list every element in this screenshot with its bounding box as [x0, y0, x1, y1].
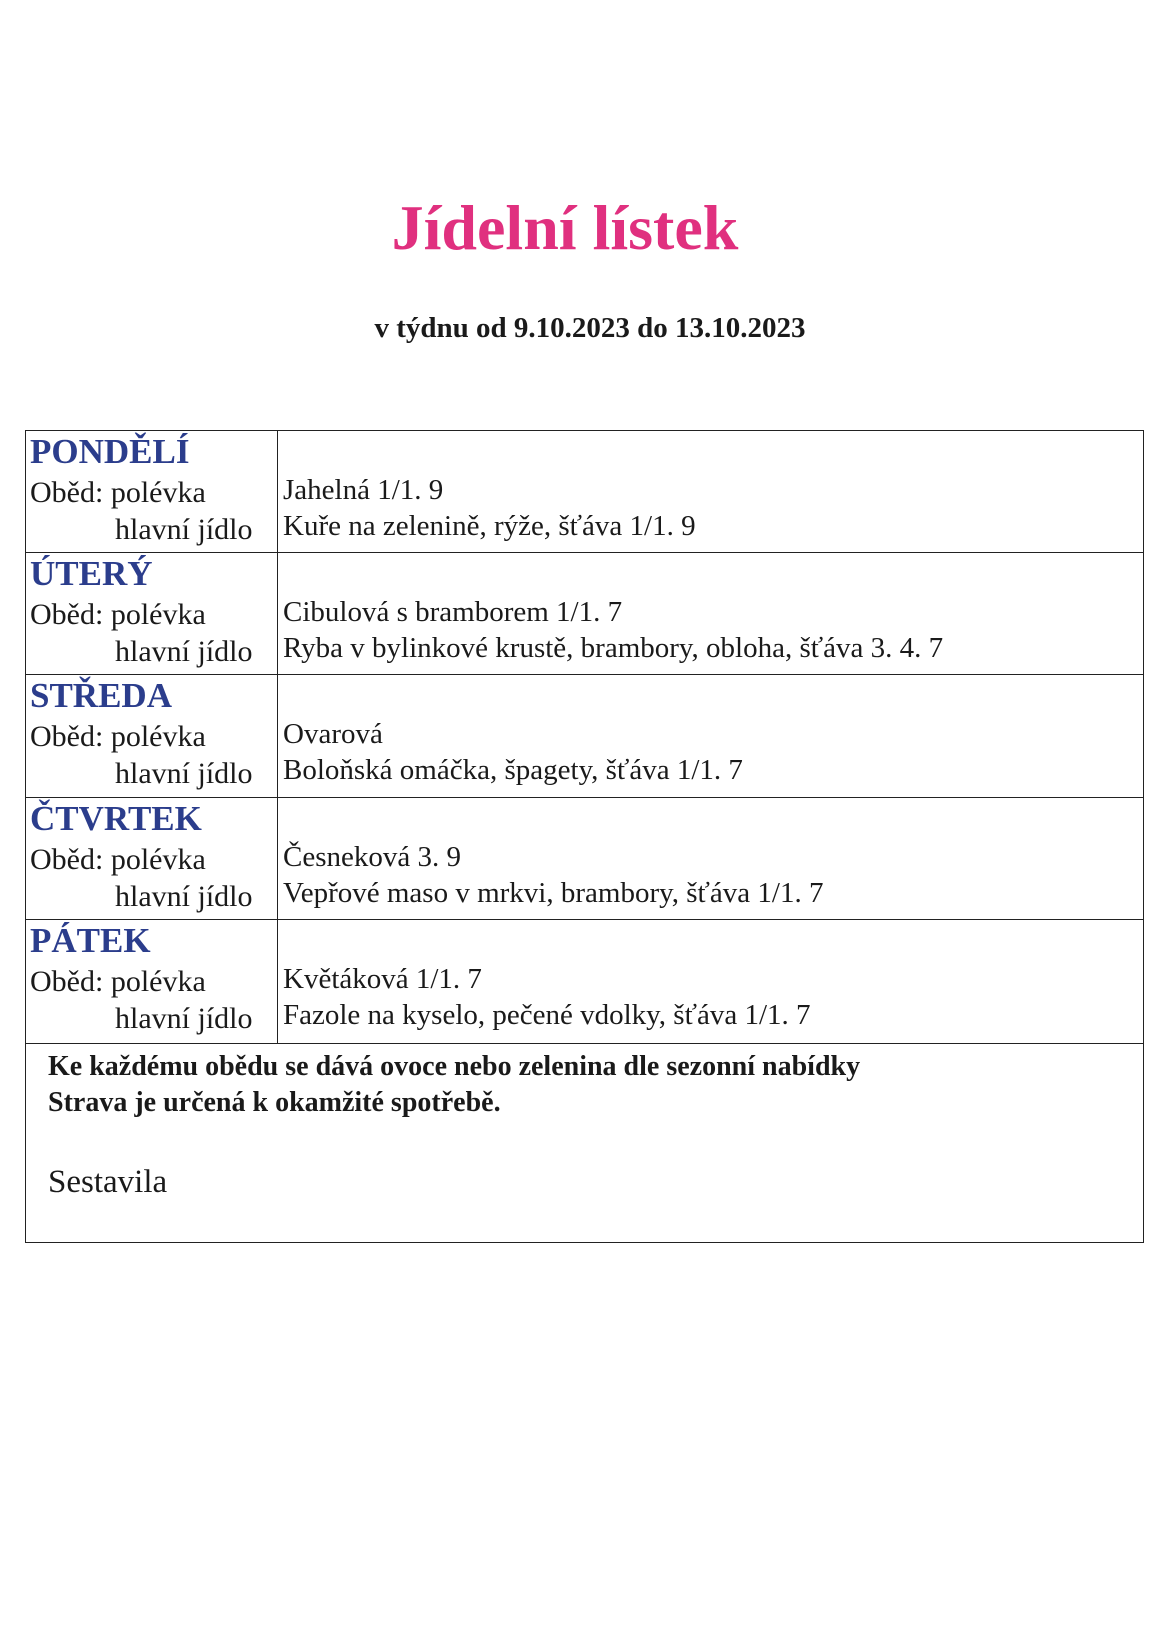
main-dish-label: hlavní jídlo: [115, 757, 253, 790]
day-label-cell: [26, 553, 278, 674]
day-row-wednesday: [26, 675, 1143, 798]
day-row-friday: [26, 920, 1143, 1044]
day-label-cell: [26, 431, 278, 552]
main-dish: Ryba v bylinkové krustě, brambory, obloha, šťáva 3. 4. 7: [283, 632, 944, 664]
main-dish: Fazole na kyselo, pečené vdolky, šťáva 1/1. 7: [283, 999, 811, 1031]
day-row-tuesday: [26, 553, 1143, 675]
day-label-cell: [26, 920, 278, 1043]
day-row-monday: [26, 431, 1143, 553]
soup-label: Oběd: polévka: [30, 720, 206, 753]
main-dish-label: hlavní jídlo: [115, 880, 253, 913]
signature-label: Sestavila: [48, 1164, 168, 1200]
main-dish: Kuře na zelenině, rýže, šťáva 1/1. 9: [283, 510, 696, 542]
menu-table: [25, 430, 1144, 1243]
main-dish-label: hlavní jídlo: [115, 1002, 253, 1035]
day-name: STŘEDA: [30, 676, 172, 715]
soup-dish: Česneková 3. 9: [283, 841, 461, 873]
day-name: ÚTERÝ: [30, 554, 153, 593]
main-dish-label: hlavní jídlo: [115, 635, 253, 668]
soup-label: Oběd: polévka: [30, 843, 206, 876]
main-dish: Vepřové maso v mrkvi, brambory, šťáva 1/1. 7: [283, 877, 824, 909]
day-name: PONDĚLÍ: [30, 432, 190, 471]
menu-title: Jídelní lístek: [391, 192, 739, 263]
soup-label: Oběd: polévka: [30, 598, 206, 631]
day-name: ČTVRTEK: [30, 799, 202, 838]
week-range: v týdnu od 9.10.2023 do 13.10.2023: [374, 312, 806, 344]
day-name: PÁTEK: [30, 921, 151, 960]
soup-label: Oběd: polévka: [30, 965, 206, 998]
main-dish: Boloňská omáčka, špagety, šťáva 1/1. 7: [283, 754, 743, 786]
soup-dish: Ovarová: [283, 718, 383, 750]
fruit-vegetable-note: Ke každému obědu se dává ovoce nebo zelenina dle sezonní nabídky: [48, 1051, 861, 1082]
soup-dish: Jahelná 1/1. 9: [283, 474, 444, 506]
day-label-cell: [26, 675, 278, 797]
soup-label: Oběd: polévka: [30, 476, 206, 509]
consumption-note: Strava je určená k okamžité spotřebě.: [48, 1087, 501, 1118]
soup-dish: Květáková 1/1. 7: [283, 963, 482, 995]
main-dish-label: hlavní jídlo: [115, 513, 253, 546]
soup-dish: Cibulová s bramborem 1/1. 7: [283, 596, 623, 628]
day-row-thursday: [26, 798, 1143, 920]
day-label-cell: [26, 798, 278, 919]
